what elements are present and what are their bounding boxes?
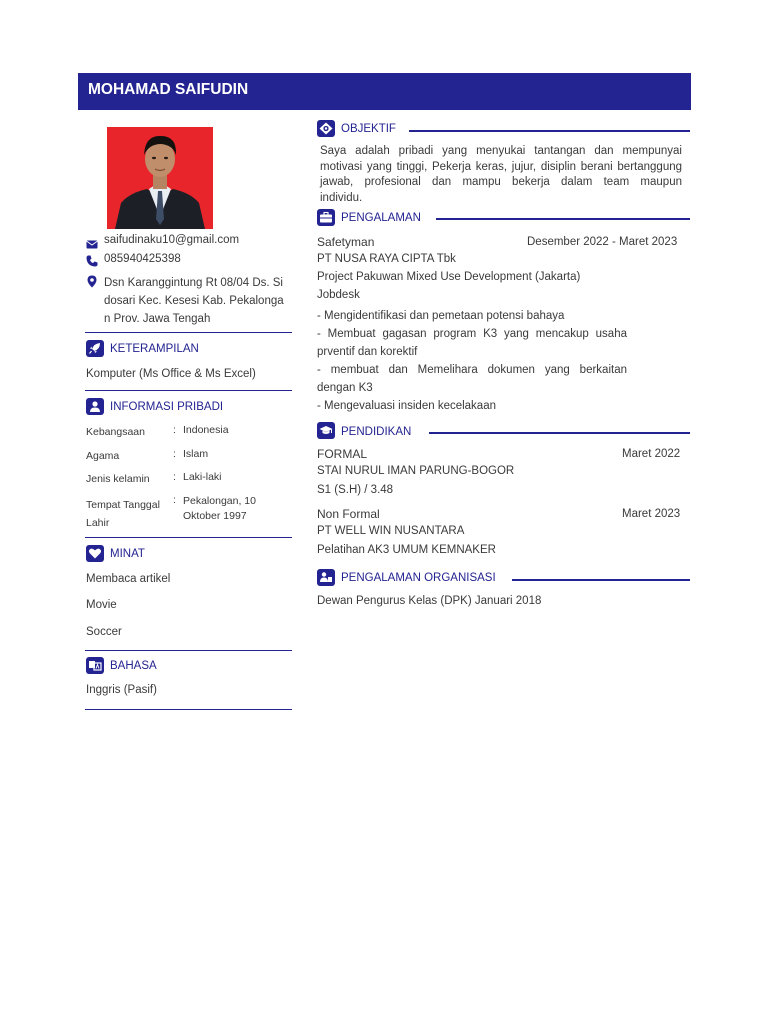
phone-text: 085940425398 bbox=[104, 253, 181, 265]
info-separator: : bbox=[173, 448, 176, 460]
heart-icon bbox=[86, 545, 104, 562]
jobdesk-list bbox=[317, 307, 627, 415]
jobdesk-line: - Mengidentifikasi dan pemetaan potensi bahaya bbox=[317, 310, 565, 322]
header-banner bbox=[78, 73, 691, 110]
education-nonformal-org: PT WELL WIN NUSANTARA bbox=[317, 525, 465, 537]
divider bbox=[85, 650, 292, 651]
objektif-title: OBJEKTIF bbox=[341, 123, 396, 135]
organisasi-title: PENGALAMAN ORGANISASI bbox=[341, 572, 496, 584]
education-formal-date: Maret 2022 bbox=[622, 448, 681, 460]
target-icon bbox=[317, 120, 335, 137]
informasi-title: INFORMASI PRIBADI bbox=[110, 401, 224, 413]
language-icon bbox=[86, 657, 104, 674]
info-value: Laki-laki bbox=[183, 471, 222, 483]
pendidikan-title: PENDIDIKAN bbox=[341, 426, 412, 438]
jobdesk-line: prventif dan korektif bbox=[317, 346, 418, 358]
keterampilan-text: Komputer (Ms Office & Ms Excel) bbox=[86, 368, 256, 380]
info-separator: : bbox=[173, 471, 176, 483]
people-icon bbox=[317, 569, 335, 586]
info-separator: : bbox=[173, 424, 176, 436]
info-label bbox=[86, 496, 160, 532]
job-company: PT NUSA RAYA CIPTA Tbk bbox=[317, 253, 456, 265]
divider bbox=[85, 709, 292, 710]
section-line bbox=[512, 579, 690, 581]
info-value-line: Pekalongan, 10 bbox=[183, 495, 256, 507]
jobdesk-line: dengan K3 bbox=[317, 382, 373, 394]
graduation-cap-icon bbox=[317, 422, 335, 439]
organisasi-text: Dewan Pengurus Kelas (DPK) Januari 2018 bbox=[317, 595, 542, 607]
info-label: Kebangsaan bbox=[86, 426, 145, 438]
info-label: Agama bbox=[86, 450, 120, 462]
rocket-icon bbox=[86, 340, 104, 357]
phone-icon bbox=[86, 254, 98, 272]
address-line: dosari Kec. Kesesi Kab. Pekalonga bbox=[104, 295, 284, 307]
envelope-icon bbox=[86, 236, 98, 254]
education-nonformal-date: Maret 2023 bbox=[622, 508, 681, 520]
objektif-text bbox=[320, 144, 682, 206]
address-block bbox=[104, 274, 294, 328]
pengalaman-title: PENGALAMAN bbox=[341, 212, 421, 224]
jobdesk-label: Jobdesk bbox=[317, 289, 360, 301]
address-line: Dsn Karanggintung Rt 08/04 Ds. Si bbox=[104, 277, 283, 289]
section-line bbox=[429, 432, 690, 434]
jobdesk-line: - Mengevaluasi insiden kecelakaan bbox=[317, 400, 496, 412]
education-degree: S1 (S.H) / 3.48 bbox=[317, 484, 394, 496]
section-line bbox=[409, 130, 690, 132]
briefcase-icon bbox=[317, 209, 335, 226]
job-position: Safetyman bbox=[317, 235, 375, 249]
divider bbox=[85, 537, 292, 538]
objektif-line: jawab, profesional dan mampu bekerja dalam team maupun bbox=[320, 176, 682, 188]
divider bbox=[85, 332, 292, 333]
job-project: Project Pakuwan Mixed Use Development (Jakarta) bbox=[317, 271, 581, 283]
education-formal-label: FORMAL bbox=[317, 447, 368, 461]
map-pin-icon bbox=[87, 275, 97, 293]
education-nonformal-course: Pelatihan AK3 UMUM KEMNAKER bbox=[317, 544, 496, 556]
section-line bbox=[436, 218, 690, 220]
bahasa-text: Inggris (Pasif) bbox=[86, 684, 157, 696]
info-value: Indonesia bbox=[183, 424, 229, 436]
objektif-line: individu. bbox=[320, 191, 363, 204]
education-nonformal-label: Non Formal bbox=[317, 507, 380, 521]
info-value-line: Oktober 1997 bbox=[183, 510, 247, 522]
education-school: STAI NURUL IMAN PARUNG-BOGOR bbox=[317, 465, 515, 477]
job-period: Desember 2022 - Maret 2023 bbox=[527, 236, 678, 248]
objektif-line: Saya adalah pribadi yang menyukai tantangan dan mempunyai bbox=[320, 145, 682, 157]
user-icon bbox=[86, 398, 104, 415]
info-separator: : bbox=[173, 494, 176, 506]
info-label: Jenis kelamin bbox=[86, 473, 150, 485]
minat-item: Membaca artikel bbox=[86, 573, 171, 585]
objektif-line: motivasi yang tinggi, Pekerja keras, jujur, disiplin berani bertanggung bbox=[320, 160, 682, 173]
profile-photo bbox=[107, 127, 213, 229]
minat-title: MINAT bbox=[110, 548, 145, 560]
person-name: MOHAMAD SAIFUDIN bbox=[88, 81, 249, 98]
bahasa-title: BAHASA bbox=[110, 660, 157, 672]
info-label-line: Lahir bbox=[86, 517, 110, 529]
info-value: Islam bbox=[183, 448, 209, 460]
minat-item: Soccer bbox=[86, 626, 122, 638]
info-label-line: Tempat Tanggal bbox=[86, 499, 160, 511]
divider bbox=[85, 390, 292, 391]
address-line: n Prov. Jawa Tengah bbox=[104, 313, 211, 325]
email-text: saifudinaku10@gmail.com bbox=[104, 234, 240, 246]
keterampilan-title: KETERAMPILAN bbox=[110, 343, 199, 355]
minat-item: Movie bbox=[86, 599, 117, 611]
jobdesk-line: - membuat dan Memelihara dokumen yang berkaitan bbox=[317, 364, 627, 376]
jobdesk-line: - Membuat gagasan program K3 yang mencakup usaha bbox=[317, 328, 627, 340]
info-value bbox=[183, 494, 256, 524]
